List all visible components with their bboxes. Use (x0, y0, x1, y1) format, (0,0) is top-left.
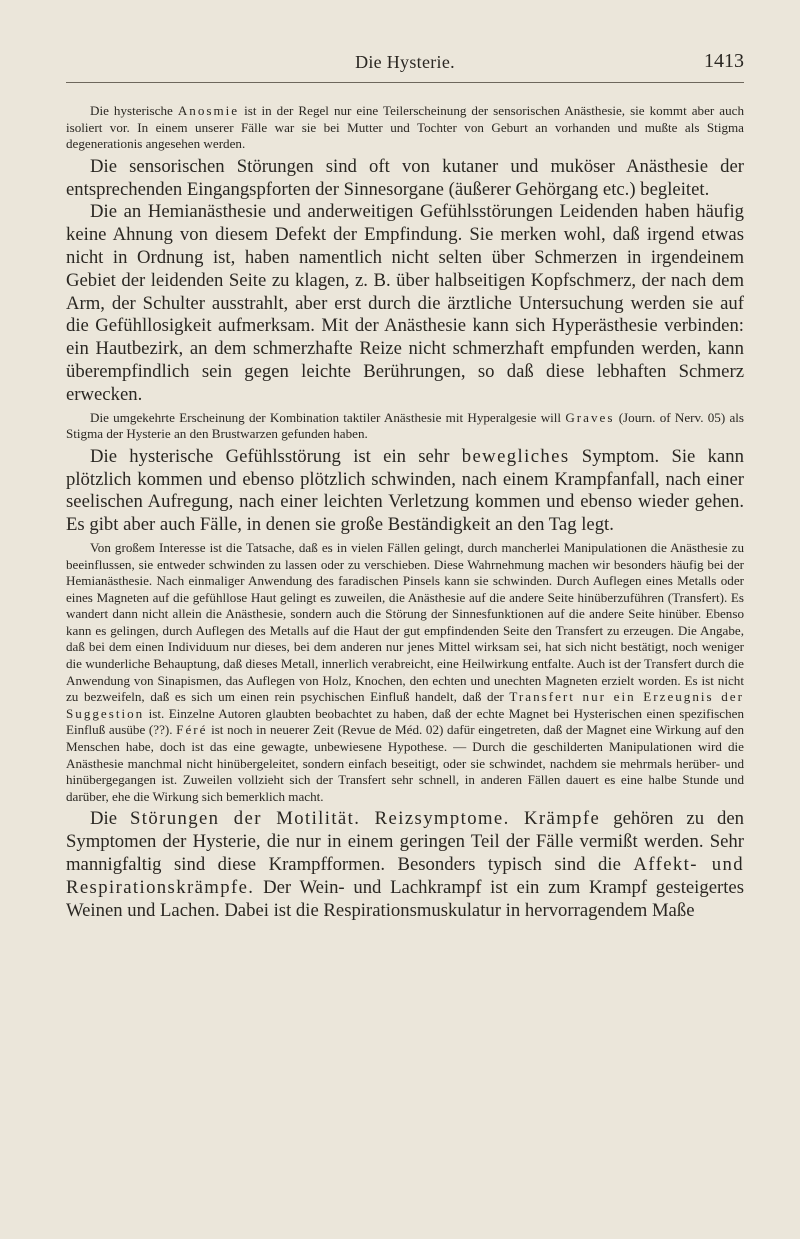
paragraph-p3 (66, 201, 744, 406)
paragraph-p5 (66, 446, 744, 537)
page-number: 1413 (704, 50, 744, 72)
running-title: Die Hysterie. (355, 52, 455, 72)
text-run: Symptom. Sie kann plötzlich kommen und ebenso plötzlich schwinden, nach einem Krampfanfall, nach einer seelischen Aufregung, nach einer leichten Verletzung kommen und ebenso wieder gehen. Es gibt aber auch Fälle, in denen sie große Beständigkeit an den Tag legt. (66, 445, 744, 536)
text-run: Die umgekehrte Erscheinung der Kombination taktiler Anästhesie mit Hyperalgesie will (90, 409, 566, 425)
paragraph-p6 (66, 540, 744, 806)
page-header (66, 48, 744, 83)
spaced-emphasis: Transfert nur ein Erzeugnis der Suggestion (66, 689, 744, 721)
text-run: Der Wein- und Lachkrampf ist ein zum Krampf gesteigertes Weinen und Lachen. Dabei ist die Respirationsmuskulatur in hervorragendem Maße (66, 876, 744, 921)
spaced-emphasis: Affekt- und Respirationskrämpfe. (66, 854, 744, 898)
text-run: Die an Hemianästhesie und anderweitigen Gefühlsstörungen Leidenden haben häufig keine Ahnung von diesem Defekt der Empfindung. Sie merken wohl, daß irgend etwas nicht in Ordnung ist, haben namentlich nicht selten über Schmerzen in irgendeinem Gebiet der leidenden Seite zu klagen, z. B. über halbseitigen Kopfschmerz, der nach dem Arm, der Schulter ausstrahlt, aber erst durch die ärztliche Untersuchung werden sie auf die Gefühllosigkeit aufmerksam. Mit der Anästhesie kann sich Hyperästhesie verbinden: ein Hautbezirk, an dem schmerzhafte Reize nicht schmerzhaft empfunden werden, kann überempfindlich sein gegen leichte Berührungen, so daß diese lebhaften Schmerz erwecken. (66, 201, 744, 405)
paragraph-p7 (66, 808, 744, 922)
text-run: ist. Einzelne Autoren glaubten beobachtet zu haben, daß der echte Magnet bei Hysterischen einen spezifischen Einfluß ausübe (??). (66, 705, 744, 738)
spaced-emphasis: Störungen der Motilität. Reizsymptome. Krämpfe (129, 808, 601, 830)
text-run: ist in der Regel nur eine Teilerscheinung der sensorischen Anästhesie, sie kommt aber auch isoliert vor. In einem unserer Fälle war sie bei Mutter und Tochter von Geburt an vorhanden und mußte als Stigma degenerationis angesehen werden. (66, 103, 744, 152)
paragraph-p1 (66, 103, 744, 153)
text-run: (Journ. of Nerv. 05) als Stigma der Hysterie an den Brustwarzen gefunden haben. (66, 409, 744, 442)
body-text (66, 103, 744, 922)
text-run: Von großem Interesse ist die Tatsache, daß es in vielen Fällen gelingt, durch mancherlei Manipulationen die Anästhesie zu beeinflussen, sie entweder schwinden zu lassen oder zu verschieben. Diese Wahrnehmung machen wir besonders häufig bei der Hemianästhesie. Nach einmaliger Anwendung des faradischen Pinsels kann sie schwinden. Durch Auflegen eines Metalls oder eines Magneten auf die gefühllose Haut gelingt es zuweilen, die Anästhesie auf die andere Seite hinüberzuführen (Transfert). Es wandert dann nicht allein die Anästhesie, sondern auch die Störung der Sinnesfunktionen auf die andere Seite hinüber. Ebenso kann es gelingen, durch Auflegen des Metalls auf die Haut der gut empfindenden Seite den Transfert zu erzeugen. Die Angabe, daß bei dem einen Individuum nur dieses, bei dem anderen nur jenes Mittel wirksam sei, hat sich nicht bestätigt, noch weniger die wunderliche Behauptung, daß dieses Metall, innerlich verabreicht, eine Heilwirkung entfalte. Auch ist der Transfert durch die Anwendung von Sinapismen, das Auflegen von Holz, Knochen, den echten und unechten Magneten erzielt worden. Es ist nicht zu bezweifeln, daß es sich um einen rein psychischen Einfluß handelt, daß der (66, 539, 744, 705)
paragraph-p2 (66, 156, 744, 202)
spaced-emphasis: Anosmie (177, 103, 240, 118)
spaced-emphasis: Féré (176, 722, 208, 738)
spaced-emphasis: bewegliches (461, 445, 570, 467)
text-run: ist noch in neuerer Zeit (Revue de Méd. 02) dafür eingetreten, daß der Magnet eine Wirkung auf den Menschen habe, doch ist das eine gewagte, unbewiesene Hypothese. — Durch die geschilderten Manipulationen wird die Anästhesie manchmal nicht hinübergeleitet, sondern einfach beseitigt, oder sie schwindet, nachdem sie mehrmals herüber- und hinübergegangen ist. Zuweilen vollzieht sich der Transfert sehr schnell, in anderen Fällen dauert es eine halbe Stunde und darüber, ehe die Wirkung sich bemerklich macht. (66, 722, 744, 804)
text-run: Die sensorischen Störungen sind oft von kutaner und muköser Anästhesie der entsprechenden Eingangspforten der Sinnesorgane (äußerer Gehörgang etc.) begleitet. (66, 155, 744, 200)
text-run: Die hysterische Gefühlsstörung ist ein sehr (90, 445, 462, 467)
text-run: Die hysterische (90, 103, 178, 118)
spaced-emphasis: Graves (565, 409, 615, 425)
paragraph-p4 (66, 410, 744, 443)
text-run: gehören zu den Symptomen der Hysterie, die nur in einem geringen Teil der Fälle vermißt werden. Sehr mannigfaltig sind diese Krampfformen. Besonders typisch sind die (66, 808, 744, 876)
text-run: Die (90, 808, 130, 830)
